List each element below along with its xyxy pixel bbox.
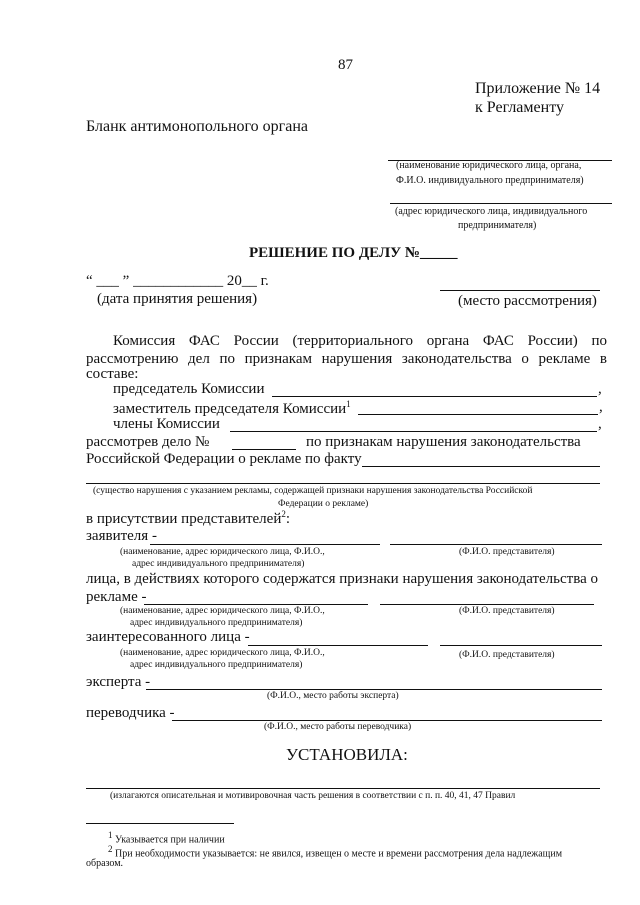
interested-name-caption-2: адрес индивидуального предпринимателя) [130,660,303,670]
intro-line-1: Комиссия ФАС России (территориального органа ФАС России) по [113,333,607,349]
interested-label: заинтересованного лица - [86,629,250,645]
footnote-separator [86,823,234,824]
essence-line [86,483,600,484]
violator-name-caption-2: адрес индивидуального предпринимателя) [130,618,303,628]
established-line [86,788,600,789]
deputy-comma: , [599,399,603,415]
chairman-comma: , [598,381,602,397]
violator-name-caption-1: (наименование, адрес юридического лица, Ф.И.О., [120,606,325,616]
applicant-label: заявителя - [86,528,157,544]
intro-line-3: составе: [86,366,139,382]
expert-line [146,689,602,690]
appendix-line2: к Регламенту [475,99,564,116]
org-name-caption-2: Ф.И.О. индивидуального предпринимателя) [396,175,584,186]
violator-rep-caption: (Ф.И.О. представителя) [459,606,555,616]
org-address-caption-1: (адрес юридического лица, индивидуального [395,206,588,217]
essence-caption-1: (существо нарушения с указанием рекламы, содержащей признаки нарушения законодательства Российской [93,486,533,496]
members-line [230,431,597,432]
deputy-line [358,414,598,415]
violator-rep-line [380,604,594,605]
essence-caption-2: Федерации о рекламе) [278,499,369,509]
violator-label: рекламе - [86,589,147,605]
considered-label: рассмотрев дело № [86,434,210,450]
interested-name-caption-1: (наименование, адрес юридического лица, Ф.И.О., [120,648,325,658]
violator-line-1: лица, в действиях которого содержатся признаки нарушения законодательства о [86,571,599,587]
considered-line-2: Российской Федерации о рекламе по факту [86,451,362,467]
date-line: “ ___ ” ____________ 20__ г. [86,273,269,289]
intro-line-2: рассмотрению дел по признакам нарушения законодательства о рекламе в [86,351,607,367]
org-address-line [390,203,612,204]
translator-caption: (Ф.И.О., место работы переводчика) [264,722,412,732]
case-number-line [232,449,296,450]
org-name-caption-1: (наименование юридического лица, органа, [396,160,582,171]
appendix-line1: Приложение № 14 [475,80,601,97]
footnote-2: $^2$ При необходимости указывается: не явился, извещен о месте и времени рассмотрения дела надлежащим [108,844,563,860]
applicant-name-caption-2: адрес индивидуального предпринимателя) [132,559,305,569]
footnote-1: $^1$ Указывается при наличии [108,830,225,846]
members-comma: , [598,416,602,432]
place-line [440,290,600,291]
fact-line [362,466,600,467]
deputy-label: заместитель председателя Комиссии$^1$ [113,399,351,417]
chairman-line [272,396,597,397]
org-address-caption-2: предпринимателя) [458,220,537,231]
interested-rep-caption: (Ф.И.О. представителя) [459,650,555,660]
applicant-rep-line [390,544,602,545]
chairman-label: председатель Комиссии [113,381,265,397]
applicant-name-line [150,544,380,545]
presence-label: в присутствии представителей$^2$: [86,509,291,527]
considered-label-2: по признакам нарушения законодательства [306,434,581,450]
footnote-2-continuation: образом. [86,858,124,869]
expert-label: эксперта - [86,674,151,690]
established-caption: (излагаются описательная и мотивировочная часть решения в соответствии с п. п. 40, 41, 47 Правил [110,791,516,801]
applicant-rep-caption: (Ф.И.О. представителя) [459,547,555,557]
applicant-name-caption-1: (наименование, адрес юридического лица, Ф.И.О., [120,547,325,557]
violator-name-line [144,604,368,605]
interested-rep-line [440,645,602,646]
interested-name-line [248,645,428,646]
expert-caption: (Ф.И.О., место работы эксперта) [267,691,399,701]
translator-label: переводчика - [86,705,175,721]
decision-title: РЕШЕНИЕ ПО ДЕЛУ №_____ [249,245,458,261]
translator-line [172,720,602,721]
place-caption: (место рассмотрения) [458,293,597,309]
members-label: члены Комиссии [113,416,220,432]
page-number: 87 [338,57,353,73]
established-heading: УСТАНОВИЛА: [286,745,408,764]
blank-label: Бланк антимонопольного органа [86,118,308,135]
date-caption: (дата принятия решения) [97,291,258,307]
